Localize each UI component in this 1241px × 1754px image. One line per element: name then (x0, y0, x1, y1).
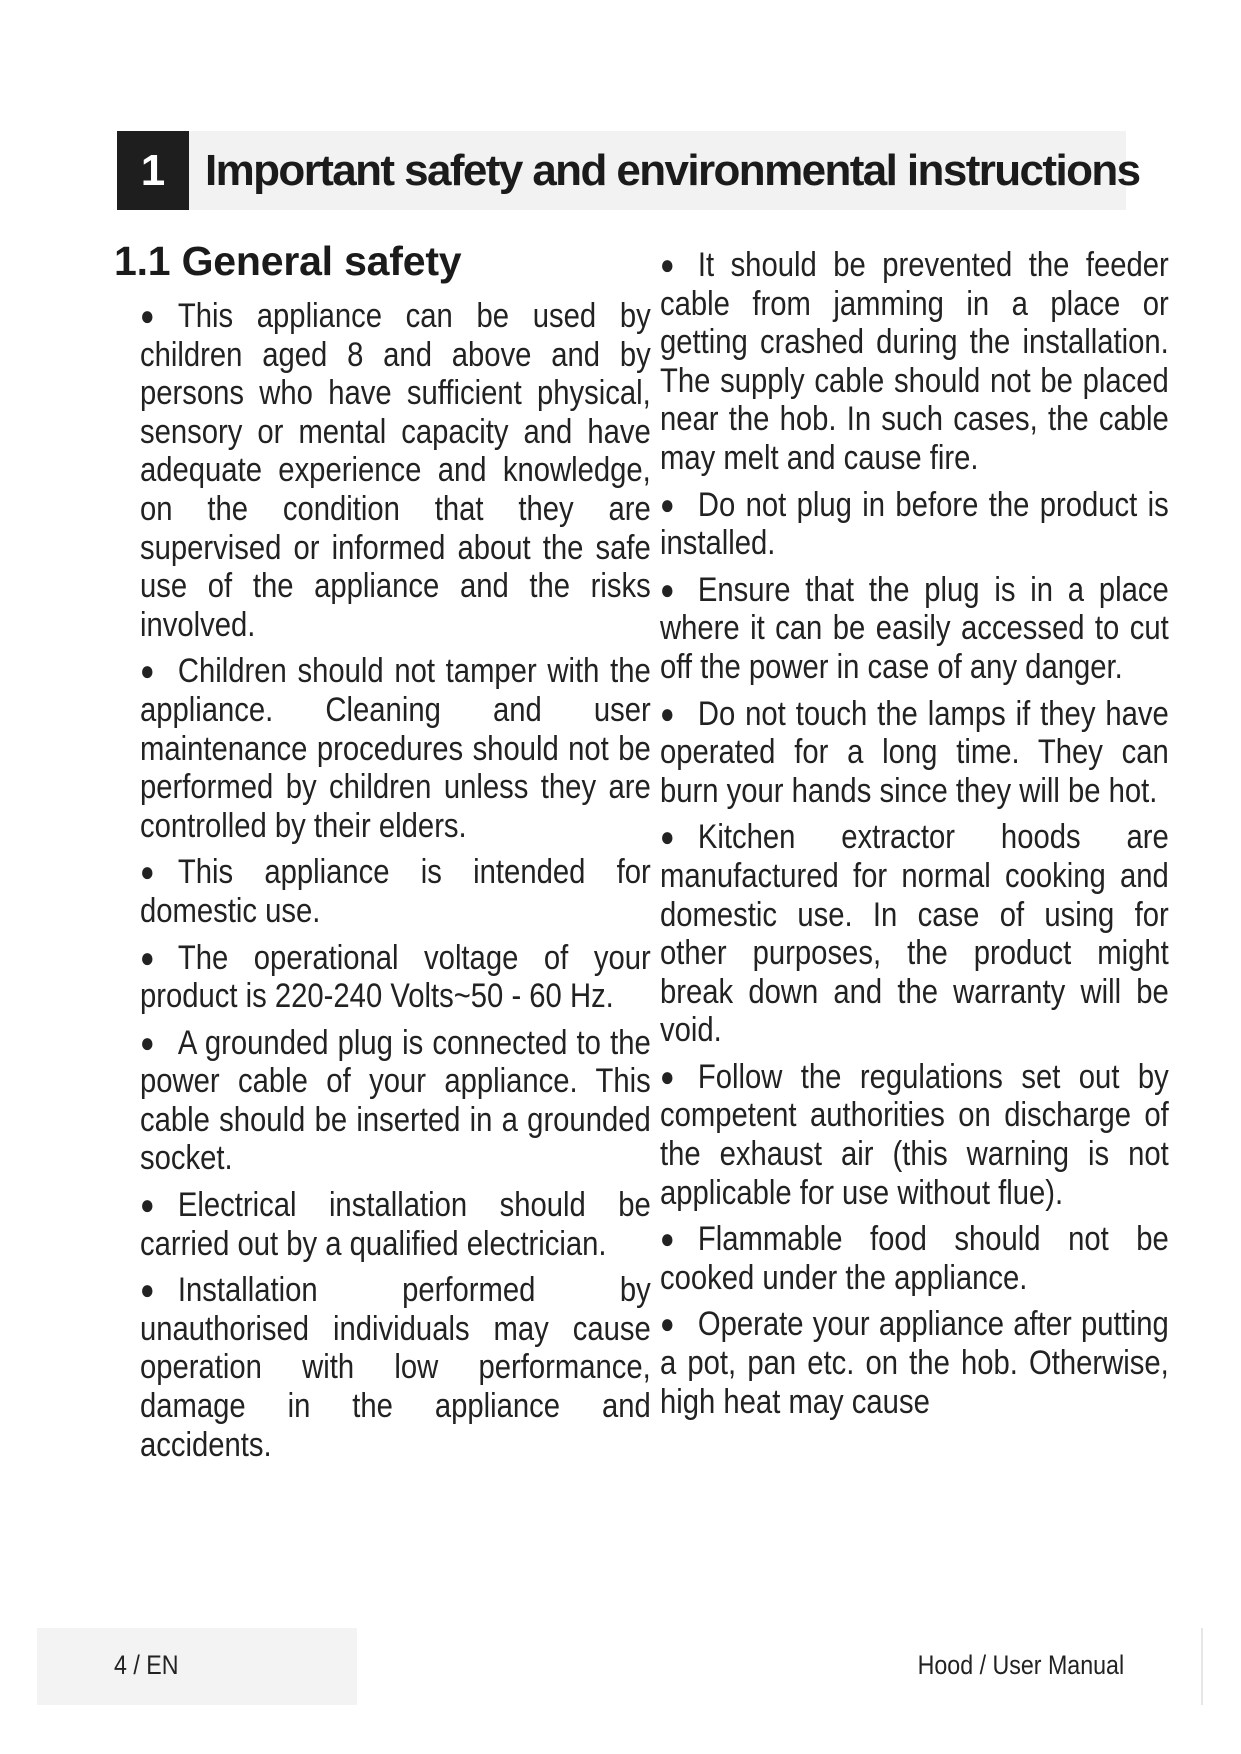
safety-item: ● Electrical installation should be carried out by a qualified electrician. (140, 1186, 651, 1263)
safety-item: ● Ensure that the plug is in a place where it can be easily accessed to cut off the power in case of any danger. (660, 570, 1169, 686)
left-column (140, 297, 652, 1472)
footer-background (37, 1628, 357, 1705)
bullet-icon: ● (140, 655, 155, 687)
safety-item: ● Operate your appliance after putting a pot, pan etc. on the hob. Otherwise, high heat may cause (660, 1305, 1169, 1421)
safety-item: ● Kitchen extractor hoods are manufactured for normal cooking and domestic use. In case of using for other purposes, the product might break down and the warranty will be void. (660, 818, 1169, 1050)
chapter-header (117, 131, 1140, 210)
chapter-title: Important safety and environmental instructions (205, 145, 1140, 195)
section-title: 1.1 General safety (114, 238, 462, 284)
safety-item: ● Follow the regulations set out by competent authorities on discharge of the exhaust air (this warning is not applicable for use without flue). (660, 1057, 1169, 1212)
safety-item: ● Installation performed by unauthorised individuals may cause operation with low performance, damage in the appliance and accidents. (140, 1271, 651, 1464)
safety-item: ● Do not plug in before the product is installed. (660, 485, 1169, 563)
safety-item: ● Do not touch the lamps if they have operated for a long time. They can burn your hands since they will be hot. (660, 694, 1169, 810)
bullet-icon: ● (140, 1026, 155, 1058)
bullet-icon: ● (140, 856, 155, 888)
bullet-icon: ● (140, 1274, 155, 1306)
safety-item: ● Flammable food should not be cooked under the appliance. (660, 1220, 1169, 1297)
bullet-icon: ● (140, 941, 155, 973)
manual-title: Hood / User Manual (917, 1650, 1124, 1680)
safety-item: ● The operational voltage of your product is 220-240 Volts~50 - 60 Hz. (140, 938, 651, 1016)
chapter-number: 1 (117, 131, 189, 210)
bullet-icon: ● (660, 1060, 675, 1092)
safety-item: ● This appliance is intended for domestic use. (140, 853, 651, 930)
divider (1201, 1628, 1203, 1705)
safety-item: ● A grounded plug is connected to the power cable of your appliance. This cable should be inserted in a grounded socket. (140, 1023, 651, 1178)
right-column (660, 246, 1170, 1429)
bullet-icon: ● (660, 249, 675, 280)
bullet-icon: ● (660, 1223, 675, 1255)
bullet-icon: ● (660, 697, 675, 729)
bullet-icon: ● (140, 300, 155, 331)
bullet-icon: ● (660, 573, 675, 605)
bullet-icon: ● (660, 488, 675, 520)
safety-item: ● It should be prevented the feeder cable from jamming in a place or getting crashed during the installation. The supply cable should not be placed near the hob. In such cases, the cable may melt and cause fire. (660, 246, 1169, 477)
bullet-icon: ● (140, 1189, 155, 1221)
bullet-icon: ● (660, 1308, 675, 1340)
safety-item: ● This appliance can be used by children aged 8 and above and by persons who have sufficient physical, sensory or mental capacity and have adequate experience and knowledge, on the condition that they are supervised or informed about the safe use of the appliance and the risks involved. (140, 297, 651, 644)
page-number: 4 / EN (114, 1650, 179, 1680)
safety-item: ● Children should not tamper with the appliance. Cleaning and user maintenance procedures should not be performed by children unless they are controlled by their elders. (140, 652, 651, 845)
bullet-icon: ● (660, 821, 675, 853)
